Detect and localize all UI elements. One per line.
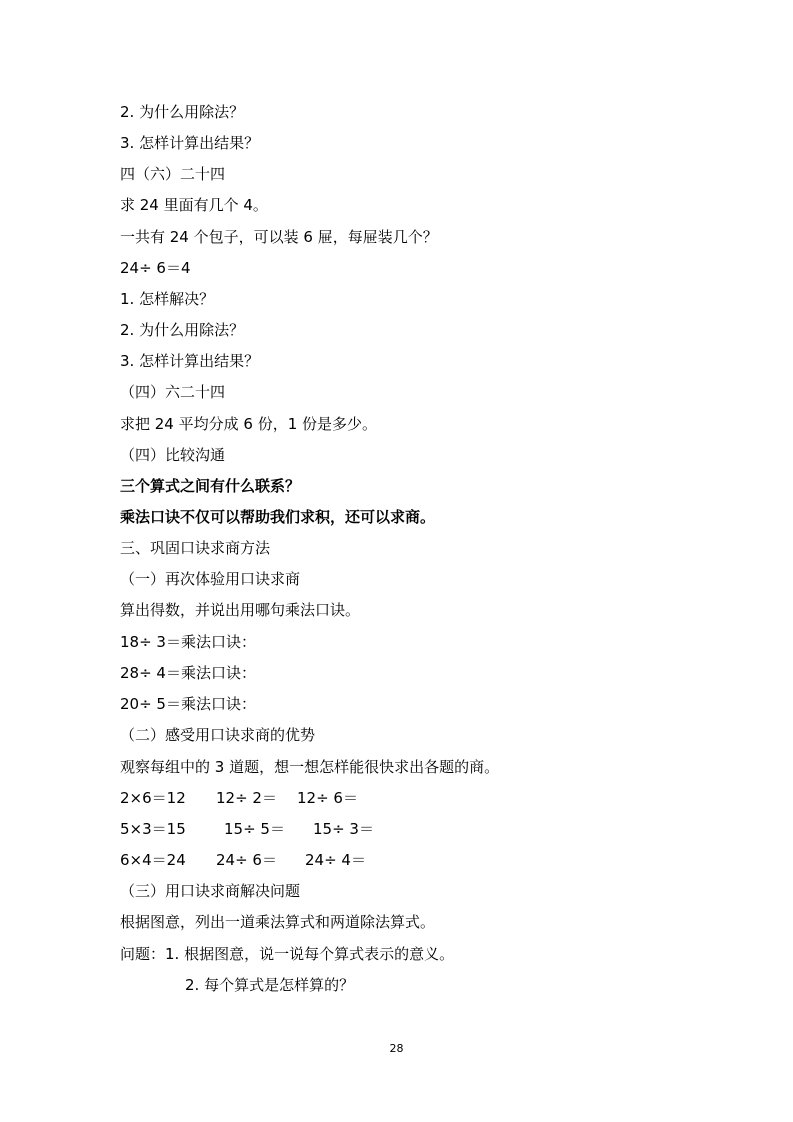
text-line: 问题：1. 根据图意，说一说每个算式表示的意义。 [120, 945, 455, 963]
subsection-heading: （三）用口诀求商解决问题 [120, 882, 301, 900]
subsection-heading: （二）感受用口诀求商的优势 [120, 726, 316, 744]
equation: 24÷ 4＝ [305, 851, 366, 869]
text-line: 3. 怎样计算出结果？ [120, 134, 260, 152]
equation: 6×4＝24 [120, 851, 186, 869]
equation: 12÷ 2＝ [216, 789, 277, 807]
equation: 12÷ 6＝ [297, 789, 358, 807]
text-line: 算出得数，并说出用哪句乘法口诀。 [120, 601, 361, 619]
text-line: 2. 为什么用除法？ [120, 103, 245, 121]
text-line: 2. 为什么用除法？ [120, 321, 245, 339]
equation: 2×6＝12 [120, 789, 186, 807]
text-line: 3. 怎样计算出结果？ [120, 352, 260, 370]
section-heading: 三、巩固口诀求商方法 [120, 539, 271, 557]
equation: 15÷ 5＝ [224, 820, 285, 838]
text-line: 1. 怎样解决？ [120, 290, 215, 308]
text-line: （四）六二十四 [120, 383, 226, 401]
text-line: 2. 每个算式是怎样算的？ [185, 976, 355, 994]
text-line: 求 24 里面有几个 4。 [120, 196, 268, 214]
equation: 15÷ 3＝ [313, 820, 374, 838]
equation: 24÷ 6＝ [216, 851, 277, 869]
text-line: 28÷ 4＝乘法口诀： [120, 664, 256, 682]
text-line: 观察每组中的 3 道题，想一想怎样能很快求出各题的商。 [120, 758, 500, 776]
equation: 5×3＝15 [120, 820, 186, 838]
text-line: 四（六）二十四 [120, 165, 226, 183]
subsection-heading: （一）再次体验用口诀求商 [120, 570, 301, 588]
text-line: 18÷ 3＝乘法口诀： [120, 633, 256, 651]
text-line: 20÷ 5＝乘法口诀： [120, 695, 256, 713]
text-line: （四）比较沟通 [120, 446, 226, 464]
bold-text-line: 乘法口诀不仅可以帮助我们求积，还可以求商。 [120, 508, 436, 526]
bold-text-line: 三个算式之间有什么联系？ [120, 477, 301, 495]
text-line: 根据图意，列出一道乘法算式和两道除法算式。 [120, 913, 436, 931]
text-line: 一共有 24 个包子，可以装 6 屉，每屉装几个？ [120, 228, 438, 246]
text-line: 求把 24 平均分成 6 份，1 份是多少。 [120, 415, 378, 433]
page-number: 28 [389, 1042, 404, 1055]
text-line: 24÷ 6＝4 [120, 259, 191, 277]
